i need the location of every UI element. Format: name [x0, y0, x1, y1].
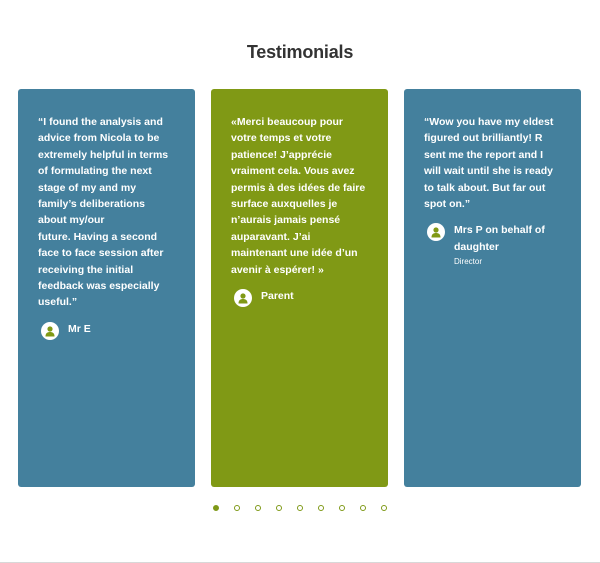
author-name: Parent	[261, 290, 294, 303]
carousel-dot-4[interactable]	[276, 505, 282, 511]
carousel-dot-9[interactable]	[381, 505, 387, 511]
testimonial-card-1	[18, 89, 195, 487]
testimonial-card-2	[211, 89, 388, 487]
carousel-dot-1[interactable]	[213, 505, 219, 511]
user-icon	[427, 223, 445, 241]
testimonial-card-3	[404, 89, 581, 487]
user-icon	[41, 322, 59, 340]
testimonial-author	[234, 288, 368, 307]
user-icon	[234, 289, 252, 307]
section-title: Testimonials	[246, 42, 354, 62]
carousel-dot-5[interactable]	[297, 505, 303, 511]
author-name: Mr E	[68, 322, 91, 335]
carousel-dot-3[interactable]	[255, 505, 261, 511]
testimonial-quote: “I found the analysis and advice from Nicola to be extremely helpful in terms of formulating the next stage of my and my family’s deliberations about my/our future. Having a second face to face session after receiving the initial feedback was especially useful.”	[38, 116, 169, 309]
testimonial-quote: «Merci beaucoup pour votre temps et votre patience! J’apprécie vraiment cela. Vous avez permis à des idées de faire surface auxquelles je n’aurais jamais pensé auparavant. J’ai maintenant une idée d’un avenir à espérer! »	[231, 116, 366, 276]
carousel-dot-6[interactable]	[318, 505, 324, 511]
carousel-dot-2[interactable]	[234, 505, 240, 511]
carousel-dot-7[interactable]	[339, 505, 345, 511]
carousel-dot-8[interactable]	[360, 505, 366, 511]
author-name: Mrs P on behalf of daughter	[454, 224, 545, 253]
testimonial-quote: “Wow you have my eldest figured out brilliantly! R sent me the report and I will wait until she is ready to talk about. But far out spot on.”	[424, 116, 554, 211]
testimonial-author	[427, 222, 561, 267]
author-role: Director	[454, 257, 483, 267]
testimonial-author	[41, 321, 175, 340]
carousel-pagination	[0, 505, 600, 511]
